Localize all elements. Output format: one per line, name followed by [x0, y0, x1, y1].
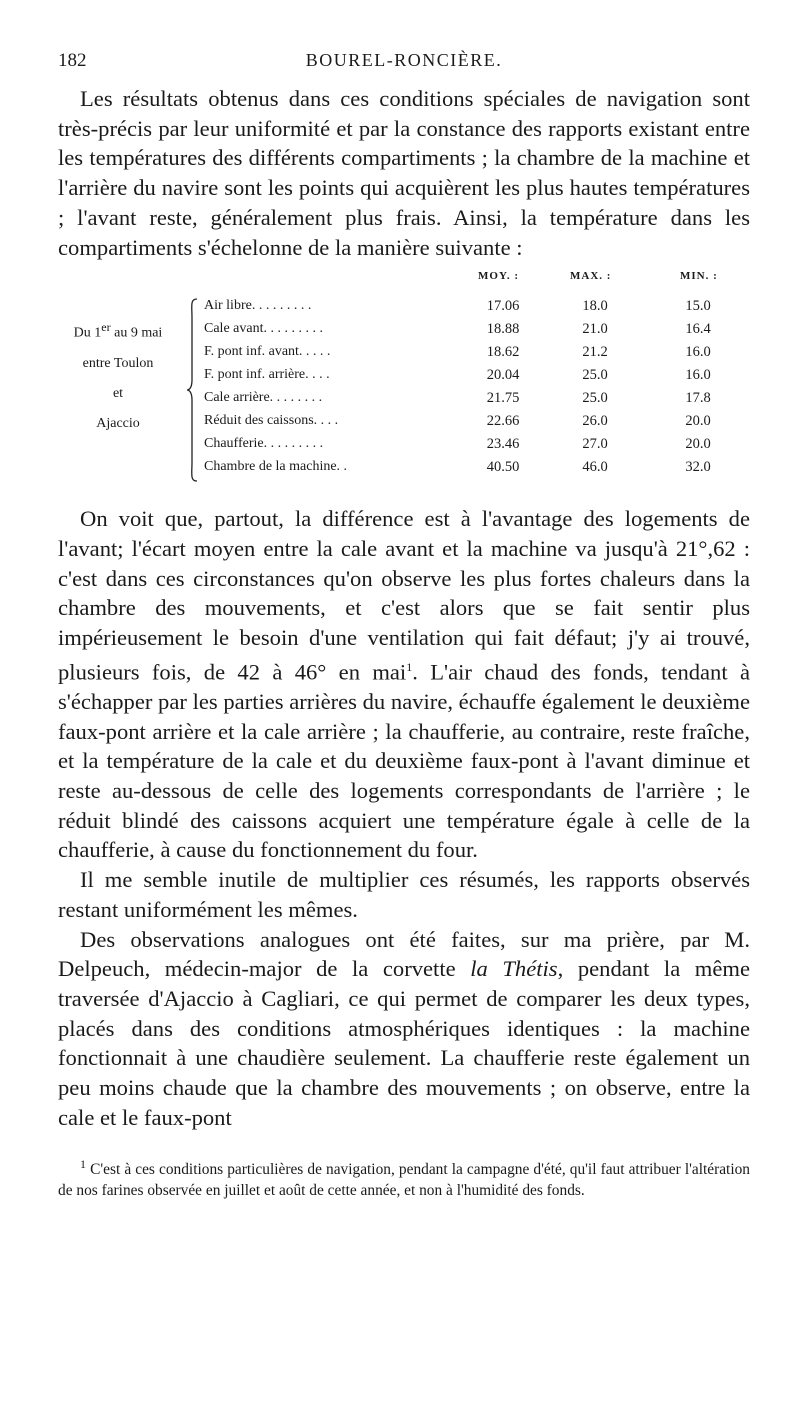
page-number: 182: [58, 50, 87, 71]
header-min: MIN. :: [680, 270, 718, 283]
value-moy: 17.06: [486, 298, 520, 315]
table-row: [58, 459, 750, 478]
value-max: 18.0: [582, 298, 608, 315]
value-min: 16.0: [685, 367, 711, 384]
value-min: 17.8: [685, 390, 711, 407]
temperature-table: [58, 270, 750, 498]
value-moy: 40.50: [486, 459, 520, 476]
header-moy: MOY. :: [478, 270, 520, 283]
row-label: Air libre. . . . . . . . .: [204, 298, 312, 314]
stub-line-and: et: [112, 385, 124, 401]
table-row: [58, 298, 750, 317]
value-max: 46.0: [582, 459, 608, 476]
stub-line-from: entre Toulon: [82, 355, 154, 371]
paragraph-4: [58, 925, 750, 1133]
footnote-ref: 1: [406, 659, 413, 674]
value-min: 16.0: [685, 344, 711, 361]
footnote-mark: 1: [80, 1156, 86, 1171]
paragraph-3: Il me semble inutile de multiplier ces résumés, les rapports observés restant uniformément les mêmes.: [58, 867, 750, 922]
value-max: 27.0: [582, 436, 608, 453]
footnote-separator: [58, 1145, 750, 1146]
page: [58, 44, 750, 1201]
value-min: 20.0: [685, 413, 711, 430]
table-row: [58, 436, 750, 455]
paragraph-2-text-cont: . L'air chaud des fonds, tendant à s'échapper par les parties arrières du navire, échauffe également le deuxième faux-pont arrière et la cale arrière ; la chaufferie, au contraire, reste fraîche, et la température de la cale et du deuxième faux-pont à l'avant diminue et reste au-dessous de celle des logements correspondants de l'arrière ; le réduit blindé des caissons acquiert une température égale à celle de la chaufferie, à cause du fonctionnement du four.: [58, 659, 750, 863]
value-min: 20.0: [685, 436, 711, 453]
value-max: 25.0: [582, 390, 608, 407]
paragraph-2-text: On voit que, partout, la différence est à l'avantage des logements de l'avant; l'écart moyen entre la cale avant et la machine va jusqu'à 21°,62 : c'est dans ces circonstances qu'on observe les plus fortes chaleurs dans la chambre des mouvements, et c'est alors que se fait sentir plus impérieusement le besoin d'une ventilation qui fait défaut; j'y ai trouvé, plusieurs fois, de 42 à 46° en mai: [58, 506, 750, 685]
row-label: Cale avant. . . . . . . . .: [204, 321, 323, 337]
stub-line-dates: Du 1er au 9 mai: [73, 320, 163, 341]
running-head: BOUREL-RONCIÈRE.: [305, 50, 503, 70]
paragraph-2: [58, 504, 750, 865]
row-label: F. pont inf. arrière. . . .: [204, 367, 330, 383]
stub-line-to: Ajaccio: [96, 415, 140, 431]
value-moy: 18.62: [486, 344, 520, 361]
value-moy: 21.75: [486, 390, 520, 407]
ship-name: la Thétis: [470, 956, 558, 982]
header-max: MAX. :: [570, 270, 612, 283]
value-max: 21.2: [582, 344, 608, 361]
table-row: [58, 367, 750, 386]
value-max: 26.0: [582, 413, 608, 430]
row-label: Chaufferie. . . . . . . . .: [204, 436, 324, 452]
table-row: [58, 344, 750, 363]
value-moy: 23.46: [486, 436, 520, 453]
page-header: [58, 44, 750, 84]
value-min: 16.4: [685, 321, 711, 338]
footnote: [58, 1154, 750, 1201]
paragraph-1: Les résultats obtenus dans ces conditions spéciales de navigation sont très-précis par leur uniformité et par la constance des rapports existant entre les températures des différents compartiments ; la chambre de la machine et l'arrière du navire sont les points qui acquièrent les plus hautes températures ; l'avant reste, généralement plus frais. Ainsi, la température dans les compartiments s'échelonne de la manière suivante :: [58, 86, 750, 260]
row-label: Chambre de la machine. .: [204, 459, 348, 475]
value-min: 15.0: [685, 298, 711, 315]
row-label: Réduit des caissons. . . .: [204, 413, 339, 429]
value-min: 32.0: [685, 459, 711, 476]
table-row: [58, 413, 750, 432]
value-moy: 18.88: [486, 321, 520, 338]
value-max: 21.0: [582, 321, 608, 338]
value-max: 25.0: [582, 367, 608, 384]
row-label: Cale arrière. . . . . . . .: [204, 390, 323, 406]
table-row: [58, 321, 750, 340]
value-moy: 20.04: [486, 367, 520, 384]
row-label: F. pont inf. avant. . . . .: [204, 344, 331, 360]
table-row: [58, 390, 750, 409]
footnote-text: C'est à ces conditions particulières de navigation, pendant la campagne d'été, qu'il faut attribuer l'altération de nos farines observée en juillet et août de cette année, et non à l'humidité des fonds.: [58, 1160, 750, 1199]
paragraph-4-text-cont: , pendant la même traversée d'Ajaccio à Cagliari, ce qui permet de comparer les deux types, placés dans des conditions atmosphériques identiques : la machine fonctionnait à une chaudière seulement. La chaufferie reste également un peu moins chaude que la chambre des mouvements ; on observe, entre la cale et le faux-pont: [58, 956, 750, 1130]
value-moy: 22.66: [486, 413, 520, 430]
paragraph-4-text: Des observations analogues ont été faites, sur ma prière, par M. Delpeuch, médecin-major de la corvette: [58, 926, 750, 982]
